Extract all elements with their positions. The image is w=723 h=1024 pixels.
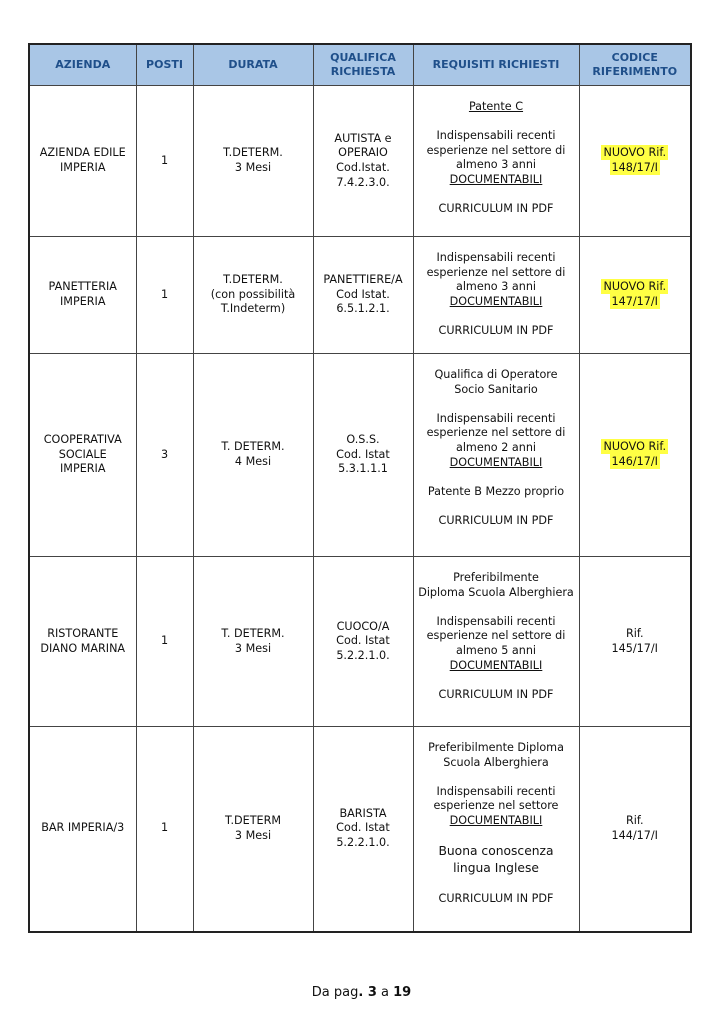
codice-highlighted-text: NUOVO Rif. xyxy=(603,280,667,294)
requisiti-line: esperienze nel settore di xyxy=(426,143,566,157)
cell-codice xyxy=(579,354,691,557)
requisiti-line: almeno 3 anni xyxy=(455,280,537,294)
cell-requisiti xyxy=(413,354,579,557)
requisiti-line: Socio Sanitario xyxy=(454,382,538,396)
cell-qualifica-line: Cod. Istat xyxy=(336,821,390,835)
cell-requisiti xyxy=(413,237,579,354)
cell-qualifica-line: 5.3.1.1.1 xyxy=(338,462,388,476)
codice-line-wrap xyxy=(583,627,688,642)
requisiti-gap xyxy=(417,470,576,485)
footer-prefix: Da pag xyxy=(311,985,359,1000)
cell-qualifica-line: CUOCO/A xyxy=(336,619,390,633)
requisiti-line: Indispensabili recenti xyxy=(436,129,556,143)
cell-qualifica-line: Cod. Istat xyxy=(336,634,390,648)
requisiti-line: Indispensabili recenti xyxy=(436,614,556,628)
codice-line-wrap xyxy=(583,146,688,161)
cell-durata-line: T. DETERM. xyxy=(221,626,285,640)
cell-azienda-line: IMPERIA xyxy=(60,161,106,174)
table-row xyxy=(29,237,691,354)
cell-azienda xyxy=(29,557,136,727)
cell-durata-line: T.Indeterm) xyxy=(220,302,286,316)
codice-line-wrap xyxy=(583,280,688,295)
footer-page-from: 3 xyxy=(367,985,377,1000)
requisiti-line: esperienze nel settore di xyxy=(426,426,566,440)
requisiti-line: DOCUMENTABILI xyxy=(449,294,543,308)
codice-line-wrap xyxy=(583,829,688,844)
codice-highlighted-text: NUOVO Rif. xyxy=(603,146,667,160)
cell-azienda-line: BAR IMPERIA/3 xyxy=(41,821,125,835)
cell-posti-value: 1 xyxy=(160,634,169,648)
cell-azienda-line: IMPERIA xyxy=(60,295,106,308)
cell-posti-value: 1 xyxy=(160,153,169,167)
cell-posti xyxy=(136,354,193,557)
cell-qualifica xyxy=(313,557,413,727)
requisiti-line: DOCUMENTABILI xyxy=(449,658,543,672)
header-requisiti: REQUISITI RICHIESTI xyxy=(413,44,579,86)
cell-durata xyxy=(193,557,313,727)
cell-azienda xyxy=(29,354,136,557)
cell-azienda xyxy=(29,727,136,932)
requisiti-gap xyxy=(417,877,576,892)
job-offers-table xyxy=(28,43,692,933)
codice-highlighted-text: 148/17/I xyxy=(611,161,658,174)
cell-durata-line: 3 Mesi xyxy=(234,161,272,174)
requisiti-line: Indispensabili recenti xyxy=(436,251,556,264)
cell-qualifica-line: O.S.S. xyxy=(346,433,380,447)
cell-durata-line: 4 Mesi xyxy=(234,455,272,468)
requisiti-line: almeno 5 anni xyxy=(455,643,537,657)
footer-page-to: 19 xyxy=(393,985,412,1000)
codice-text: Rif. xyxy=(625,814,644,828)
cell-requisiti xyxy=(413,727,579,932)
requisiti-gap xyxy=(417,770,576,785)
cell-posti-value: 1 xyxy=(160,821,169,835)
requisiti-line: Patente B Mezzo proprio xyxy=(427,484,565,498)
requisiti-gap xyxy=(417,499,576,514)
cell-durata xyxy=(193,727,313,932)
table-row xyxy=(29,557,691,727)
cell-qualifica xyxy=(313,237,413,354)
requisiti-line: DOCUMENTABILI xyxy=(449,813,543,827)
requisiti-gap xyxy=(417,673,576,688)
codice-highlighted-text: 146/17/I xyxy=(611,455,658,468)
cell-durata xyxy=(193,86,313,237)
cell-azienda-line: PANETTERIA xyxy=(48,280,117,294)
cell-qualifica-line: 5.2.2.1.0. xyxy=(336,836,390,850)
footer-middle: a xyxy=(376,985,394,1000)
requisiti-line: Patente C xyxy=(468,100,524,113)
requisiti-line: Scuola Alberghiera xyxy=(443,755,549,769)
requisiti-line: almeno 3 anni xyxy=(455,158,537,172)
cell-azienda-line: AZIENDA EDILE xyxy=(39,146,126,160)
requisiti-line: Buona conoscenza xyxy=(438,844,554,859)
cell-durata-line: T. DETERM. xyxy=(221,440,285,454)
footer-separator: . xyxy=(358,985,368,1000)
cell-posti xyxy=(136,86,193,237)
requisiti-line: Indispensabili recenti xyxy=(436,784,556,798)
requisiti-line: DOCUMENTABILI xyxy=(449,455,543,469)
codice-line-wrap xyxy=(583,161,688,176)
requisiti-line: lingua Inglese xyxy=(453,861,539,876)
requisiti-gap xyxy=(417,309,576,324)
requisiti-gap xyxy=(417,600,576,615)
cell-qualifica-line: 5.2.2.1.0. xyxy=(336,648,390,662)
requisiti-gap xyxy=(417,115,576,130)
header-durata: DURATA xyxy=(193,44,313,86)
codice-text: Rif. xyxy=(625,626,644,640)
requisiti-line: CURRICULUM IN PDF xyxy=(438,891,554,905)
cell-azienda-line: DIANO MARINA xyxy=(40,641,126,655)
codice-text: 145/17/I xyxy=(611,641,658,655)
requisiti-line: Preferibilmente Diploma xyxy=(428,741,564,754)
codice-highlighted-text: 147/17/I xyxy=(611,295,658,308)
header-qualifica: QUALIFICA RICHIESTA xyxy=(313,44,413,86)
requisiti-line: esperienze nel settore xyxy=(433,799,559,813)
cell-qualifica-line: BARISTA xyxy=(339,806,387,820)
codice-line-wrap xyxy=(583,295,688,310)
cell-qualifica xyxy=(313,86,413,237)
cell-qualifica-line: 6.5.1.2.1. xyxy=(336,302,390,316)
cell-codice xyxy=(579,86,691,237)
table-row xyxy=(29,86,691,237)
cell-durata-line: T.DETERM. xyxy=(223,146,283,160)
cell-azienda-line: RISTORANTE xyxy=(47,626,119,640)
cell-azienda-line: COOPERATIVA xyxy=(43,433,122,447)
table-body xyxy=(29,86,691,932)
cell-posti xyxy=(136,237,193,354)
cell-durata xyxy=(193,237,313,354)
cell-requisiti xyxy=(413,86,579,237)
requisiti-line: CURRICULUM IN PDF xyxy=(438,323,554,337)
requisiti-line: Indispensabili recenti xyxy=(436,411,556,425)
cell-durata-line: 3 Mesi xyxy=(234,641,272,655)
cell-qualifica-line: PANETTIERE/A xyxy=(323,273,403,287)
cell-azienda xyxy=(29,237,136,354)
requisiti-line: CURRICULUM IN PDF xyxy=(438,687,554,701)
job-offers-sheet xyxy=(28,43,690,933)
requisiti-line: CURRICULUM IN PDF xyxy=(438,202,554,216)
cell-azienda-line: IMPERIA xyxy=(60,462,106,476)
requisiti-gap xyxy=(417,188,576,203)
requisiti-line: Qualifica di Operatore xyxy=(434,368,558,381)
cell-requisiti xyxy=(413,557,579,727)
table-header-row xyxy=(29,44,691,86)
cell-durata-line: 3 Mesi xyxy=(234,828,272,842)
codice-line-wrap xyxy=(583,455,688,470)
cell-qualifica-line: AUTISTA e xyxy=(334,131,392,145)
table-row xyxy=(29,727,691,932)
cell-posti xyxy=(136,557,193,727)
requisiti-line: CURRICULUM IN PDF xyxy=(438,513,554,527)
codice-text: 144/17/I xyxy=(611,828,658,842)
requisiti-gap xyxy=(417,829,576,844)
cell-durata-line: (con possibilità xyxy=(210,287,296,301)
cell-durata-line: T.DETERM. xyxy=(223,273,283,287)
cell-durata xyxy=(193,354,313,557)
header-codice: CODICE RIFERIMENTO xyxy=(579,44,691,86)
cell-azienda xyxy=(29,86,136,237)
cell-qualifica-line: Cod Istat. xyxy=(336,287,390,301)
cell-qualifica-line: Cod.Istat. xyxy=(336,161,390,174)
codice-line-wrap xyxy=(583,642,688,657)
header-posti: POSTI xyxy=(136,44,193,86)
requisiti-line: almeno 2 anni xyxy=(455,440,537,454)
cell-azienda-line: SOCIALE xyxy=(58,447,107,461)
cell-posti-value: 3 xyxy=(160,447,169,461)
requisiti-line: Diploma Scuola Alberghiera xyxy=(418,585,574,599)
cell-codice xyxy=(579,237,691,354)
requisiti-gap xyxy=(417,397,576,412)
cell-qualifica xyxy=(313,727,413,932)
cell-codice xyxy=(579,727,691,932)
codice-highlighted-text: NUOVO Rif. xyxy=(603,440,667,454)
codice-line-wrap xyxy=(583,440,688,455)
cell-qualifica-line: Cod. Istat xyxy=(336,447,390,461)
requisiti-line: esperienze nel settore di xyxy=(426,629,566,643)
table-row xyxy=(29,354,691,557)
cell-posti-value: 1 xyxy=(160,287,169,301)
cell-qualifica-line: 7.4.2.3.0. xyxy=(336,175,390,189)
header-azienda: AZIENDA xyxy=(29,44,136,86)
cell-qualifica xyxy=(313,354,413,557)
requisiti-line: esperienze nel settore di xyxy=(426,265,566,279)
cell-codice xyxy=(579,557,691,727)
cell-posti xyxy=(136,727,193,932)
requisiti-line: DOCUMENTABILI xyxy=(449,172,543,186)
requisiti-line: Preferibilmente xyxy=(453,571,539,584)
page-footer xyxy=(0,985,723,1000)
codice-line-wrap xyxy=(583,814,688,829)
cell-durata-line: T.DETERM xyxy=(224,814,282,828)
cell-qualifica-line: OPERAIO xyxy=(338,146,388,160)
